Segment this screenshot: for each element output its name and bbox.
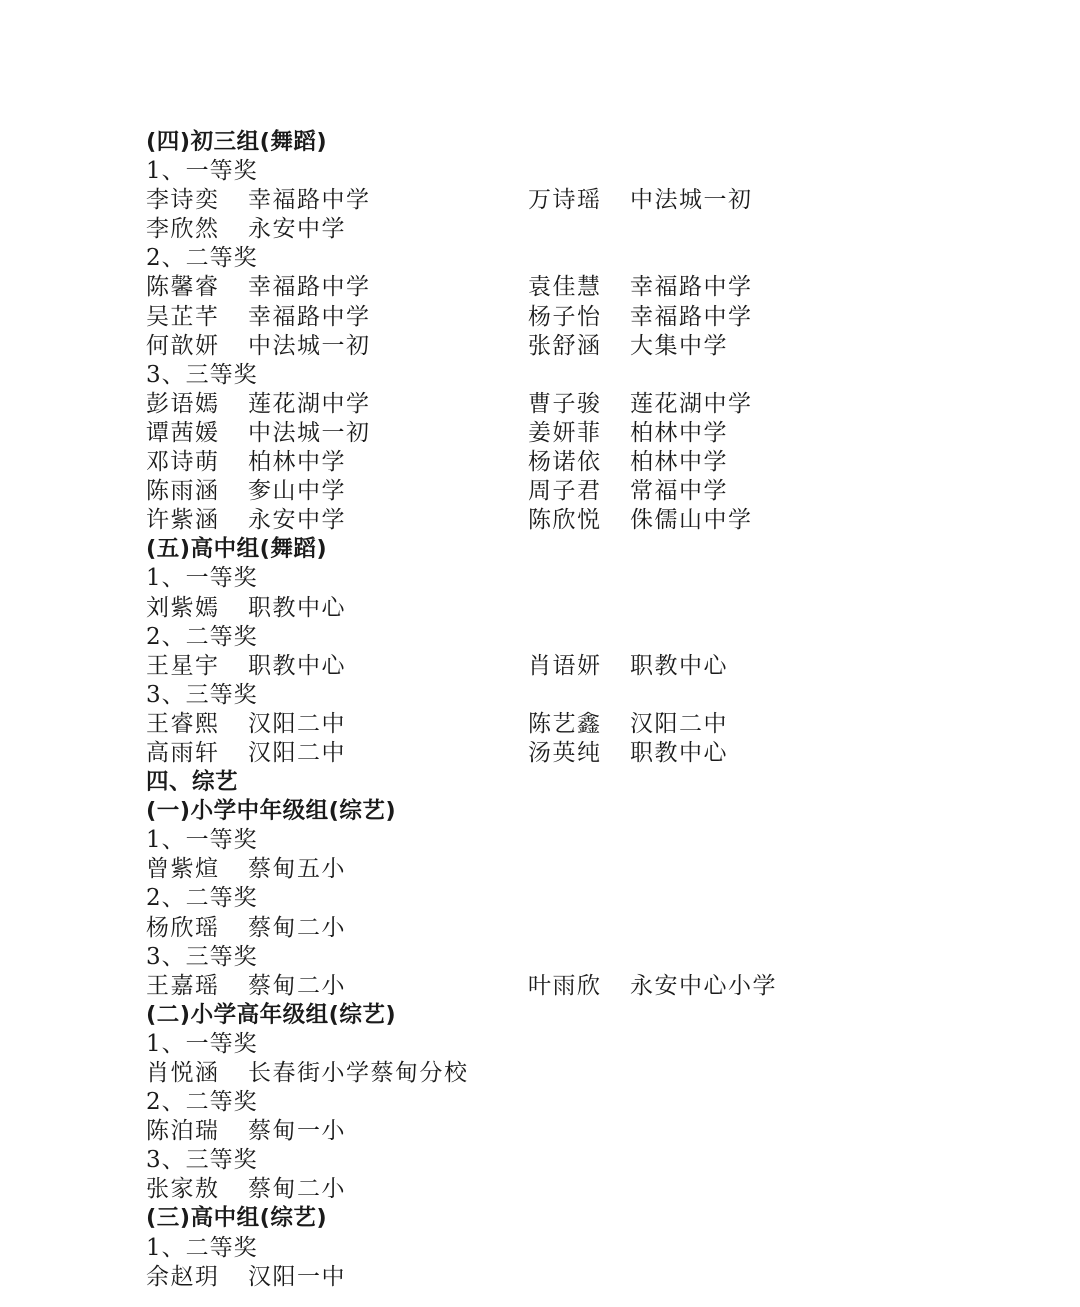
- prize-level-label: 3、三等奖: [146, 681, 258, 708]
- winner-entry: [146, 390, 371, 419]
- winner-row: [146, 303, 1046, 332]
- winner-school: 职教中心: [248, 594, 346, 621]
- winner-entry: [146, 215, 346, 244]
- winner-name: 姜妍菲: [528, 419, 602, 446]
- winner-row: [146, 419, 1046, 448]
- winner-entry: [146, 303, 371, 332]
- winner-row: [146, 652, 1046, 681]
- winner-name: 肖语妍: [528, 652, 602, 679]
- winner-school: 中法城一初: [248, 419, 371, 446]
- winner-entry: [528, 739, 728, 768]
- section-heading: 四、综艺: [146, 769, 239, 796]
- section-heading: (二)小学高年级组(综艺): [146, 1001, 397, 1028]
- prize-level-label: 3、三等奖: [146, 943, 258, 970]
- winner-name: 吴芷芊: [146, 303, 220, 330]
- prize-level-label: 1、一等奖: [146, 1030, 258, 1057]
- winner-entry: [146, 855, 346, 884]
- winner-school: 莲花湖中学: [248, 390, 371, 417]
- winner-name: 王嘉瑶: [146, 972, 220, 999]
- winner-row: [146, 1263, 1046, 1292]
- winner-entry: [528, 419, 728, 448]
- winner-row: [146, 1175, 1046, 1204]
- winner-row: [146, 1059, 1046, 1088]
- winner-row: [146, 914, 1046, 943]
- winner-school: 永安中学: [248, 216, 346, 243]
- winner-name: 高雨轩: [146, 739, 220, 766]
- winner-name: 何歆妍: [146, 332, 220, 359]
- winner-school: 永安中学: [248, 507, 346, 534]
- winner-name: 李诗奕: [146, 187, 220, 214]
- winner-name: 陈艺鑫: [528, 710, 602, 737]
- winner-name: 许紫涵: [146, 507, 220, 534]
- winner-school: 汉阳二中: [248, 739, 346, 766]
- section-heading: (一)小学中年级组(综艺): [146, 798, 397, 825]
- prize-level-label: 3、三等奖: [146, 361, 258, 388]
- winner-entry: [528, 303, 753, 332]
- winner-school: 莲花湖中学: [630, 390, 753, 417]
- winner-school: 常福中学: [630, 478, 728, 505]
- winner-entry: [146, 1117, 346, 1146]
- winner-name: 谭茜媛: [146, 419, 220, 446]
- prize-level-label: 2、二等奖: [146, 623, 258, 650]
- winner-row: [146, 215, 1046, 244]
- winner-school: 侏儒山中学: [630, 507, 753, 534]
- winner-name: 袁佳慧: [528, 274, 602, 301]
- prize-level-label: 1、一等奖: [146, 827, 258, 854]
- winner-name: 张家敖: [146, 1176, 220, 1203]
- winner-name: 周子君: [528, 478, 602, 505]
- winner-name: 万诗瑶: [528, 187, 602, 214]
- winner-name: 余赵玥: [146, 1263, 220, 1290]
- winner-name: 杨诺依: [528, 449, 602, 476]
- winner-school: 柏林中学: [630, 419, 728, 446]
- winner-school: 蔡甸二小: [248, 914, 346, 941]
- winner-row: [146, 1117, 1046, 1146]
- winner-name: 汤英纯: [528, 739, 602, 766]
- winner-entry: [146, 972, 346, 1001]
- prize-level-label: 2、二等奖: [146, 885, 258, 912]
- winner-name: 杨欣瑶: [146, 914, 220, 941]
- winner-school: 汉阳二中: [248, 710, 346, 737]
- winner-school: 蔡甸五小: [248, 856, 346, 883]
- winner-entry: [146, 914, 346, 943]
- winner-row: [146, 710, 1046, 739]
- winner-row: [146, 273, 1046, 302]
- winner-name: 陈馨睿: [146, 274, 220, 301]
- prize-level-label: 2、二等奖: [146, 245, 258, 272]
- winner-row: [146, 448, 1046, 477]
- winner-school: 长春街小学蔡甸分校: [248, 1060, 469, 1086]
- section-heading: (四)初三组(舞蹈): [146, 129, 328, 155]
- winner-row: [146, 332, 1046, 361]
- winner-name: 王星宇: [146, 652, 220, 679]
- winner-entry: [528, 710, 728, 739]
- winner-school: 幸福路中学: [630, 274, 753, 301]
- winner-row: [146, 506, 1046, 535]
- winner-name: 刘紫嫣: [146, 594, 220, 621]
- winner-entry: [146, 448, 346, 477]
- winner-school: 蔡甸二小: [248, 1176, 346, 1203]
- winner-name: 杨子怡: [528, 303, 602, 330]
- winner-entry: [146, 1175, 346, 1204]
- winner-school: 汉阳二中: [630, 710, 728, 737]
- winner-name: 陈雨涵: [146, 478, 220, 505]
- winner-row: [146, 739, 1046, 768]
- winner-school: 职教中心: [630, 739, 728, 766]
- winner-school: 奓山中学: [248, 478, 346, 505]
- award-list-document: [146, 128, 1046, 1292]
- winner-school: 大集中学: [630, 332, 728, 359]
- winner-school: 永安中心小学: [630, 972, 777, 999]
- prize-level-label: 3、三等奖: [146, 1147, 258, 1174]
- winner-school: 幸福路中学: [630, 303, 753, 330]
- winner-entry: [528, 186, 753, 215]
- winner-school: 职教中心: [248, 652, 346, 679]
- winner-name: 陈欣悦: [528, 507, 602, 534]
- prize-level-label: 1、一等奖: [146, 565, 258, 592]
- winner-name: 李欣然: [146, 216, 220, 243]
- winner-entry: [146, 273, 371, 302]
- winner-school: 中法城一初: [248, 332, 371, 359]
- winner-name: 王睿熙: [146, 710, 220, 737]
- winner-school: 职教中心: [630, 652, 728, 679]
- prize-level-label: 1、二等奖: [146, 1234, 258, 1261]
- winner-entry: [146, 419, 371, 448]
- winner-school: 蔡甸二小: [248, 972, 346, 999]
- winner-school: 蔡甸一小: [248, 1118, 346, 1145]
- winner-row: [146, 477, 1046, 506]
- winner-entry: [528, 390, 753, 419]
- winner-entry: [146, 710, 346, 739]
- winner-entry: [146, 477, 346, 506]
- winner-entry: [528, 273, 753, 302]
- winner-name: 陈泊瑞: [146, 1118, 220, 1145]
- winner-name: 张舒涵: [528, 332, 602, 359]
- winner-row: [146, 186, 1046, 215]
- winner-school: 幸福路中学: [248, 303, 371, 330]
- prize-level-label: 2、二等奖: [146, 1089, 258, 1116]
- winner-name: 曹子骏: [528, 390, 602, 417]
- winner-name: 彭语嫣: [146, 390, 220, 417]
- section-heading: (三)高中组(综艺): [146, 1205, 328, 1232]
- winner-entry: [146, 332, 371, 361]
- winner-entry: [146, 506, 346, 535]
- winner-row: [146, 972, 1046, 1001]
- winner-entry: [528, 652, 728, 681]
- winner-name: 肖悦涵: [146, 1060, 220, 1086]
- winner-entry: [146, 594, 346, 623]
- winner-school: 柏林中学: [630, 449, 728, 476]
- winner-entry: [528, 332, 728, 361]
- winner-entry: [146, 652, 346, 681]
- winner-school: 中法城一初: [630, 187, 753, 214]
- winner-entry: [146, 739, 346, 768]
- winner-entry: [146, 186, 371, 215]
- winner-entry: [146, 1059, 469, 1088]
- winner-name: 邓诗萌: [146, 449, 220, 476]
- winner-entry: [528, 506, 753, 535]
- winner-entry: [528, 448, 728, 477]
- winner-entry: [528, 972, 777, 1001]
- winner-row: [146, 594, 1046, 623]
- winner-entry: [528, 477, 728, 506]
- winner-name: 曾紫煊: [146, 856, 220, 883]
- prize-level-label: 1、一等奖: [146, 158, 258, 185]
- winner-entry: [146, 1263, 346, 1292]
- winner-row: [146, 855, 1046, 884]
- winner-row: [146, 390, 1046, 419]
- winner-school: 汉阳一中: [248, 1263, 346, 1290]
- winner-name: 叶雨欣: [528, 972, 602, 999]
- winner-school: 幸福路中学: [248, 274, 371, 301]
- winner-school: 幸福路中学: [248, 187, 371, 214]
- winner-school: 柏林中学: [248, 449, 346, 476]
- section-heading: (五)高中组(舞蹈): [146, 536, 328, 563]
